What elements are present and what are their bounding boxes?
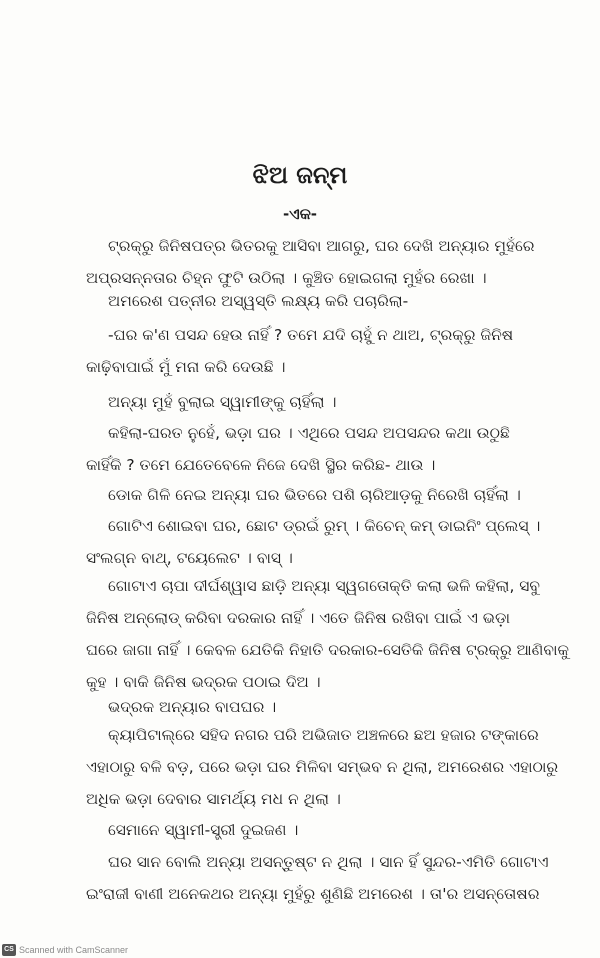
text-line: ଏହାଠାରୁ ବଳି ବଡ଼, ପରେ ଭଡ଼ା ଘର ମିଳିବା ସମ୍ଭବ ନ ଥିଲା, ଅମରେଶର ଏହାଠାରୁ: [86, 758, 559, 776]
text-line: ସଂଲଗ୍ନ ବାଥ୍, ଟୟେଲେଟ । ବାସ୍ ।: [86, 549, 293, 567]
text-line: ଘର ସାନ ବୋଲି ଅନ୍ୟା ଅସନ୍ତୁଷ୍ଟ ନ ଥିଲା । ସାନ ହିଁ ସୁନ୍ଦର-ଏମିତି ଗୋଟାଏ: [108, 853, 549, 871]
text-line: ଡୋକ ଗିଳି ନେଇ ଅନ୍ୟା ଘର ଭିତରେ ପଶି ଚାରିଆଡ଼କୁ ନିରେଖି ଚାହିଁଲା ।: [108, 486, 521, 504]
text-line: ଭଦ୍ରକ ଅନ୍ୟାର ବାପଘର ।: [108, 698, 277, 716]
text-line: ଜିନିଷ ଅନ୍‌ଲୋଡ୍ କରିବା ଦରକାର ନାହିଁ । ଏତେ ଜିନିଷ ରଖିବା ପାଇଁ ଏ ଭଡ଼ା: [86, 609, 511, 627]
text-line: କ୍ୟାପିଟାଲ୍‌ରେ ସହିଦ ନଗର ପରି ଅଭିଜାତ ଅଞ୍ଚଳରେ ଛଅ ହଜାର ଟଙ୍କାରେ: [108, 726, 539, 744]
text-line: କହିଲା-ଘରତ ନୁହେଁ, ଭଡ଼ା ଘର । ଏଥିରେ ପସନ୍ଦ ଅପସନ୍ଦର କଥା ଉଠୁଛି: [108, 424, 510, 442]
text-line: ଅନ୍ୟା ମୁହଁ ବୁଲାଇ ସ୍ୱାମୀଙ୍କୁ ଚାହିଁଲା ।: [108, 393, 337, 411]
text-line: କାଢ଼ିବାପାଇଁ ମୁଁ ମନା କରି ଦେଉଛି ।: [86, 358, 286, 376]
text-line: ଗୋଟିଏ ଶୋଇବା ଘର, ଛୋଟ ଡ୍ରଇଁ ରୁମ୍ । କିଚେନ୍ କମ୍ ଡାଇନିଂ ପ୍ଲେସ୍ ।: [108, 517, 541, 535]
chapter-title: ଝିଅ ଜନ୍ମ: [252, 161, 348, 189]
text-line: କୁହ । ବାକି ଜିନିଷ ଭଦ୍ରକ ପଠାଇ ଦିଅ ।: [86, 673, 321, 691]
scanner-watermark: [2, 944, 128, 956]
section-number: -ଏକ-: [282, 205, 318, 223]
text-line: -ଘର କ'ଣ ପସନ୍ଦ ହେଉ ନାହିଁ ? ତମେ ଯଦି ଚାହୁଁ ନ ଥାଅ, ଟ୍ରକ୍‌ରୁ ଜିନିଷ: [108, 326, 514, 344]
text-line: ଗୋଟାଏ ଚାପା ଦୀର୍ଘଶ୍ୱାସ ଛାଡ଼ି ଅନ୍ୟା ସ୍ୱଗତୋକ୍ତି କଲା ଭଳି କହିଲା, ସବୁ: [108, 577, 540, 595]
watermark-text: Scanned with CamScanner: [19, 945, 129, 955]
camscanner-logo-icon: CS: [2, 944, 16, 956]
text-line: କାହିଁକି ? ତମେ ଯେତେବେଳେ ନିଜେ ଦେଖି ସ୍ଥିର କରିଛ- ଥାଉ ।: [86, 456, 436, 474]
text-line: ଘରେ ଜାଗା ନାହିଁ । କେବଳ ଯେତିକି ନିହାତି ଦରକାର-ସେତିକି ଜିନିଷ ଟ୍ରକ୍‌ରୁ ଆଣିବାକୁ: [86, 641, 569, 659]
text-line: ଅପ୍ରସନ୍ନତାର ଚିହ୍ନ ଫୁଟି ଉଠିଲା । କୁଞ୍ଚିତ ହୋଇଗଲା ମୁହଁର ରେଖା ।: [86, 269, 487, 287]
text-line: ଟ୍ରକ୍‌ରୁ ଜିନିଷପତ୍ର ଭିତରକୁ ଆସିବା ଆଗରୁ, ଘର ଦେଖି ଅନ୍ୟାର ମୁହଁରେ: [108, 237, 535, 255]
text-line: ଇଂରାଜୀ ବାଣୀ ଅନେକଥର ଅନ୍ୟା ମୁହଁରୁ ଶୁଣିଛି ଅମରେଶ । ତା'ର ଅସନ୍ତୋଷର: [86, 885, 540, 903]
text-line: ଅମରେଶ ପତ୍ନୀର ଅସ୍ୱସ୍ତି ଲକ୍ଷ୍ୟ କରି ପଚାରିଲା-: [108, 292, 409, 310]
text-line: ଅଧିକ ଭଡ଼ା ଦେବାର ସାମର୍ଥ୍ୟ ମଧ ନ ଥିଲା ।: [86, 790, 341, 808]
text-line: ସେମାନେ ସ୍ୱାମୀ-ସ୍ତ୍ରୀ ଦୁଇଜଣ ।: [108, 821, 299, 839]
